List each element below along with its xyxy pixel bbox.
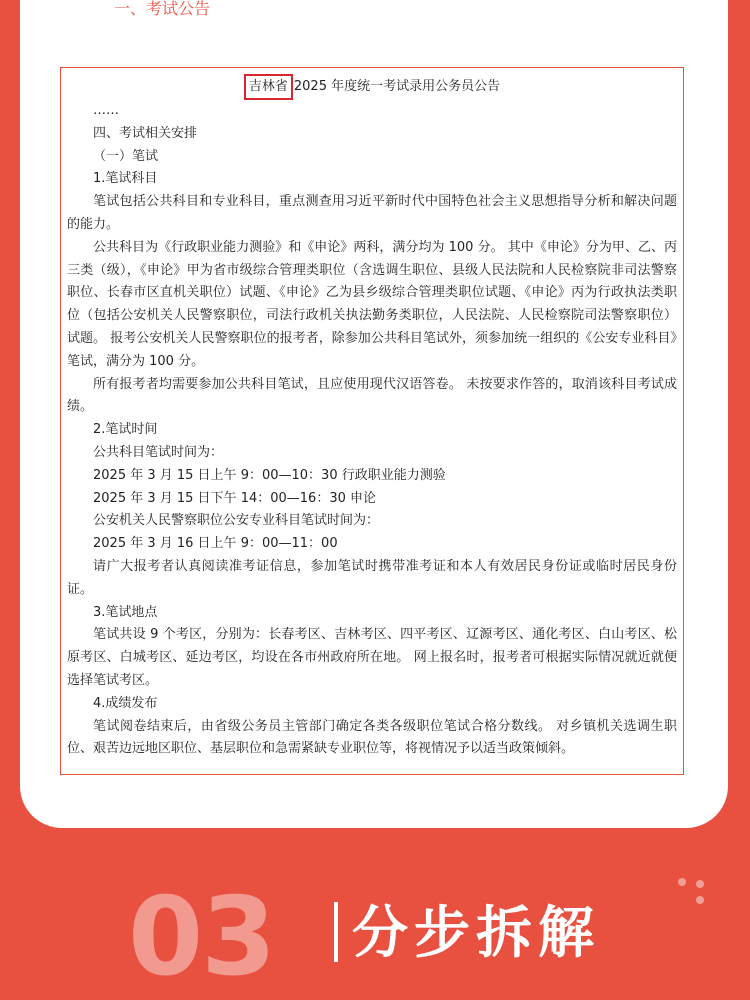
section-banner: [0, 862, 750, 1000]
announcement-excerpt: [60, 67, 684, 775]
section-heading: 一、考试公告: [114, 0, 211, 18]
document-paragraph: 2025 年 3 月 15 日上午 9：00—10：30 行政职业能力测验: [93, 467, 446, 483]
highlighted-province: 吉林省: [244, 74, 293, 100]
document-title-text: 2025 年度统一考试录用公务员公告: [293, 79, 501, 94]
document-paragraph: 所有报考者均需要参加公共科目笔试，且应使用现代汉语答卷。 未按要求作答的，取消该科目考试成绩。: [67, 376, 677, 415]
document-paragraph: 四、考试相关安排: [93, 125, 198, 141]
document-paragraph: 公安机关人民警察职位公安专业科目笔试时间为：: [93, 513, 380, 529]
document-paragraph: 笔试包括公共科目和专业科目，重点测查用习近平新时代中国特色社会主义思想指导分析和解决问题的能力。: [67, 194, 677, 232]
document-paragraph: 2025 年 3 月 16 日上午 9：00—11：00: [93, 536, 338, 552]
document-paragraph: 2025 年 3 月 15 日下午 14：00—16：30 申论: [93, 490, 376, 506]
document-paragraph: 1.笔试科目: [93, 171, 158, 187]
document-body: [67, 100, 677, 761]
section-title: 分步拆解: [352, 901, 600, 966]
document-paragraph: 3.笔试地点: [93, 604, 158, 620]
document-paragraph: 请广大报考者认真阅读准考证信息，参加笔试时携带准考证和本人有效居民身份证或临时居民身份证。: [67, 558, 677, 597]
document-paragraph: （一）笔试: [93, 148, 159, 164]
ellipsis: ……: [93, 103, 119, 118]
document-paragraph: 公共科目为《行政职业能力测验》和《申论》两科，满分均为 100 分。 其中《申论》分为甲、乙、丙三类（级），《申论》甲为省市级综合管理类职位（含选调生职位、县级人民法院和人民检察院非司法警察职位、长春市区直机关职位）试题、《申论》乙为县乡级综合管理类职位试题、《申论》丙为行政执法类职位（包括公安机关人民警察职位，司法行政机关执法勤务类职位，人民法院、人民检察院司法警察职位）试题。 报考公安机关人民警察职位的报考者，除参加公共科目笔试外，须参加统一组织的《公安专业科目》笔试，满分为 100 分。: [67, 239, 677, 369]
divider-bar: [334, 902, 338, 962]
document-paragraph: 4.成绩发布: [93, 695, 158, 711]
document-paragraph: 笔试共设 9 个考区，分别为：长春考区、吉林考区、四平考区、辽源考区、通化考区、白山考区、松原考区、白城考区、延边考区，均设在各市州政府所在地。 网上报名时，报考者可根据实际情况就近就便选择笔试考区。: [67, 627, 677, 688]
document-paragraph: 2.笔试时间: [93, 422, 158, 438]
document-title: [61, 74, 683, 96]
section-number: 03: [128, 875, 275, 1000]
document-paragraph: 公共科目笔试时间为：: [93, 444, 224, 460]
document-paragraph: 笔试阅卷结束后，由省级公务员主管部门确定各类各级职位笔试合格分数线。 对乡镇机关选调生职位、艰苦边远地区职位、基层职位和急需紧缺专业职位等，将视情况予以适当政策倾斜。: [67, 718, 677, 757]
